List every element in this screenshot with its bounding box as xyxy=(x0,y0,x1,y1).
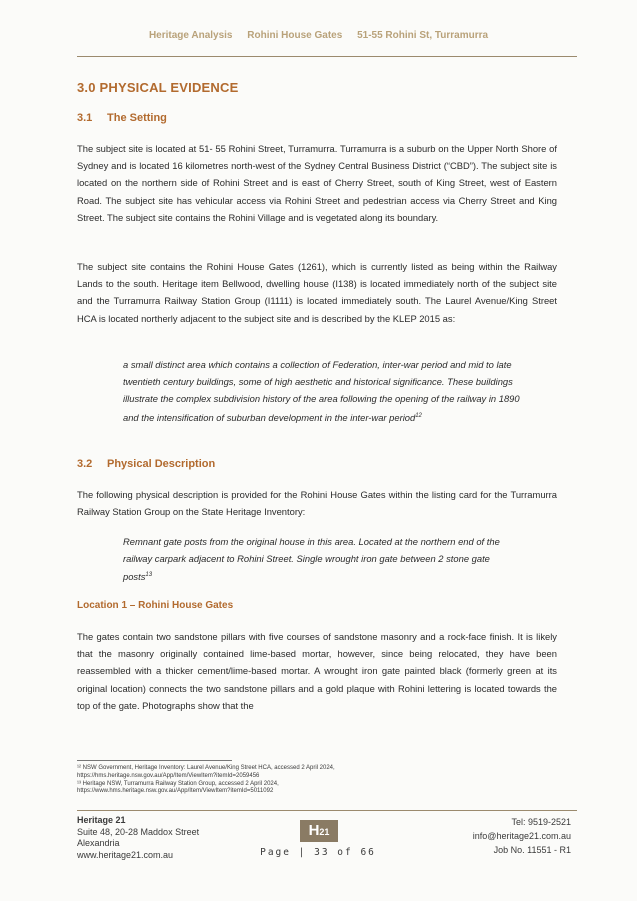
footer-address-line2: Alexandria xyxy=(77,838,120,848)
subsection-number: 3.1 xyxy=(77,112,93,124)
footer-job-number: Job No. 11551 - R1 xyxy=(493,845,571,855)
footer-address-line1: Suite 48, 20-28 Maddox Street xyxy=(77,826,200,837)
section-title: 3.0 PHYSICAL EVIDENCE xyxy=(77,80,239,95)
paragraph-description: The following physical description is provided for the Rohini House Gates within the listing card for the Turramurra Railway Station Group on the State Heritage Inventory: xyxy=(77,489,557,518)
subsection-number: 3.2 xyxy=(77,458,93,470)
footnotes xyxy=(77,765,477,796)
subsection-heading-3-2 xyxy=(77,458,215,470)
header-doc-type: Heritage Analysis xyxy=(148,30,233,41)
footer-rule xyxy=(77,810,577,811)
footnote-13: ¹³ Heritage NSW, Turramurra Railway Station Group, accessed 2 April 2024, xyxy=(77,780,279,787)
blockquote-text: Remnant gate posts from the original house in this area. Located at the northern end of the railway carpark adjacent to Rohini Street. Single wrought iron gate between 2 stone gate posts xyxy=(123,536,500,583)
running-header xyxy=(0,30,637,41)
location-heading: Location 1 – Rohini House Gates xyxy=(77,600,234,611)
blockquote-hca xyxy=(123,356,523,426)
footer-phone: Tel: 9519-2521 xyxy=(511,817,571,827)
blockquote-inventory xyxy=(123,533,518,586)
footnote-12-link[interactable]: https://hms.heritage.nsw.gov.au/App/Item/ViewItem?itemId=2059456 xyxy=(77,772,260,779)
footer-brand: Heritage 21 xyxy=(77,815,126,825)
heritage21-logo: H21 xyxy=(300,820,338,842)
paragraph-gates: The gates contain two sandstone pillars with five courses of sandstone masonry and a rock-face finish. It is likely that the masonry originally contained lime-based mortar, however, since being relocated, they have been reassembled with a thicker cement/lime-based mortar. A wrought iron gate painted black (formerly green at its original location) connects the two sandstone pillars and a gold plaque with Rohini lettering is located towards the top of the gate. Photographs show that the xyxy=(77,631,557,711)
blockquote-text: a small distinct area which contains a collection of Federation, inter-war period and mid to late twentieth century buildings, some of high aesthetic and historical significance. These buildings illustrate the complex subdivision history of the area following the opening of the railway in 1890 and the intensification of suburban development in the inter-war period xyxy=(123,359,520,423)
header-item: Rohini House Gates xyxy=(247,30,343,41)
footnote-ref[interactable]: 13 xyxy=(145,572,153,579)
footer-email[interactable]: info@heritage21.com.au xyxy=(472,831,571,841)
footnote-13-link[interactable]: https://www.hms.heritage.nsw.gov.au/App/Item/ViewItem?itemId=5011092 xyxy=(77,788,274,795)
subsection-heading-3-1 xyxy=(77,112,167,124)
subsection-title: Physical Description xyxy=(107,458,216,470)
paragraph-setting-2: The subject site contains the Rohini House Gates (1261), which is currently listed as being within the Railway Lands to the south. Heritage item Bellwood, dwelling house (I138) is located immediately north of the subject site and the Turramurra Railway Station Group (I1111) is located immediately south. The Laurel Avenue/King Street HCA is located northerly adjacent to the subject site and is described by the KLEP 2015 as: xyxy=(77,261,557,324)
footer-address-block xyxy=(77,815,199,861)
paragraph-setting-1: The subject site is located at 51- 55 Rohini Street, Turramurra. Turramurra is a suburb on the Upper North Shore of Sydney and is located 16 kilometres north-west of the Sydney Central Business District (“CBD”). The subject site is located on the northern side of Rohini Street and is east of Cherry Street, south of King Street, west of Eastern Road. The subject site has vehicular access via Rohini Street and pedestrian access via Cherry Street and King Street. The subject site contains the Rohini Village and is vegetated along its boundary. xyxy=(77,143,557,223)
footnote-ref[interactable]: 12 xyxy=(415,412,422,419)
header-rule xyxy=(77,56,577,57)
page-number: Page | 33 of 66 xyxy=(260,847,376,858)
footnote-12: ¹² NSW Government, Heritage Inventory: Laurel Avenue/King Street HCA, accessed 2 April 2024, xyxy=(77,765,335,771)
footer-contact-block xyxy=(473,815,571,857)
subsection-title: The Setting xyxy=(107,112,167,124)
footnote-rule xyxy=(77,760,232,761)
header-address: 51-55 Rohini St, Turramurra xyxy=(357,30,489,41)
footer-website[interactable]: www.heritage21.com.au xyxy=(77,849,174,860)
